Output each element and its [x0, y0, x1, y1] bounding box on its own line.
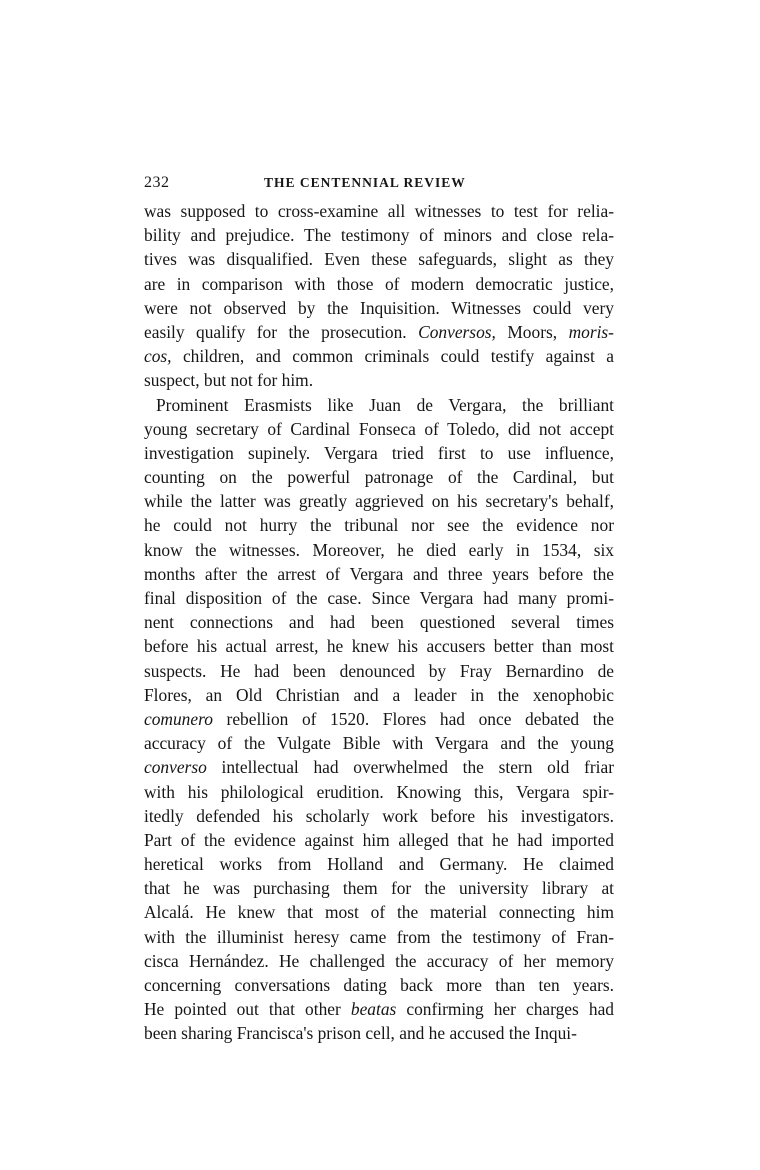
- text-line: [144, 441, 614, 465]
- text-run: are in comparison with those of modern democratic justice,: [144, 273, 614, 294]
- paragraph: [144, 199, 614, 393]
- text-line: [144, 199, 614, 223]
- text-line: [144, 659, 614, 683]
- text-line: [144, 320, 614, 344]
- text-line: [144, 465, 614, 489]
- text-line: [144, 634, 614, 658]
- text-line: [144, 272, 614, 296]
- text-line: [144, 1021, 614, 1045]
- text-run: Flores, an Old Christian and a leader in the xenophobic: [144, 684, 614, 705]
- text-run: know the witnesses. Moreover, he died early in 1534, six: [144, 539, 614, 560]
- text-line: [144, 852, 614, 876]
- text-run: Alcalá. He knew that most of the material connecting him: [144, 902, 614, 923]
- text-run: intellectual had overwhelmed the stern old friar: [206, 757, 614, 778]
- text-line: [144, 393, 614, 417]
- text-run: he could not hurry the tribunal nor see the evidence nor: [144, 515, 614, 536]
- text-run: were not observed by the Inquisition. Witnesses could very: [144, 297, 614, 318]
- text-line: [144, 247, 614, 271]
- italic-text: moris-: [568, 321, 614, 342]
- text-line: [144, 997, 614, 1021]
- italic-text: comunero: [144, 708, 213, 729]
- italic-text: converso: [144, 757, 207, 778]
- text-run: bility and prejudice. The testimony of minors and close rela-: [144, 225, 614, 246]
- text-run: counting on the powerful patronage of the Cardinal, but: [144, 467, 614, 488]
- text-line: [144, 925, 614, 949]
- text-line: [144, 296, 614, 320]
- text-run: been sharing Francisca's prison cell, and he accused the Inqui-: [144, 1023, 577, 1044]
- text-run: suspect, but not for him.: [144, 370, 314, 391]
- text-run: tives was disqualified. Even these safeguards, slight as they: [144, 249, 614, 270]
- text-run: concerning conversations dating back more than ten years.: [144, 975, 614, 995]
- text-line: [144, 223, 614, 247]
- text-line: [144, 586, 614, 610]
- text-run: cisca Hernández. He challenged the accuracy of her memory: [144, 950, 614, 971]
- text-run: with his philological erudition. Knowing this, Vergara spir-: [144, 781, 614, 802]
- text-line: [144, 804, 614, 828]
- text-line: [144, 417, 614, 441]
- body-text: [144, 199, 614, 1046]
- text-line: [144, 707, 614, 731]
- text-run: with the illuminist heresy came from the testimony of Fran-: [144, 926, 614, 947]
- text-run: young secretary of Cardinal Fonseca of Toledo, did not accept: [144, 418, 614, 439]
- text-line: [144, 562, 614, 586]
- text-line: [144, 973, 614, 997]
- text-run: before his actual arrest, he knew his accusers better than most: [144, 636, 614, 657]
- text-run: suspects. He had been denounced by Fray Bernardino de: [144, 660, 614, 681]
- text-line: [144, 949, 614, 973]
- text-run: easily qualify for the prosecution.: [144, 321, 419, 342]
- text-run: rebellion of 1520. Flores had once debated the: [212, 708, 614, 729]
- text-line: [144, 610, 614, 634]
- running-head: THE CENTENNIAL REVIEW: [264, 175, 466, 190]
- page-number: 232: [144, 174, 170, 191]
- text-run: nent connections and had been questioned several times: [144, 612, 614, 633]
- text-run: months after the arrest of Vergara and three years before the: [144, 563, 614, 584]
- text-run: itedly defended his scholarly work before his investigators.: [144, 805, 614, 826]
- text-line: [144, 368, 614, 392]
- text-run: heretical works from Holland and Germany. He claimed: [144, 854, 614, 875]
- text-line: [144, 683, 614, 707]
- italic-text: cos,: [144, 346, 172, 367]
- text-line: [144, 344, 614, 368]
- text-line: [144, 513, 614, 537]
- text-line: [144, 900, 614, 924]
- paragraph: [144, 393, 614, 1046]
- text-line: [144, 731, 614, 755]
- text-line: [144, 780, 614, 804]
- text-line: [144, 538, 614, 562]
- text-run: final disposition of the case. Since Vergara had many promi-: [144, 588, 614, 608]
- text-run: Prominent Erasmists like Juan de Vergara, the brilliant: [156, 394, 614, 415]
- page-header: [144, 174, 612, 198]
- text-run: accuracy of the Vulgate Bible with Vergara and the young: [144, 733, 614, 754]
- text-line: [144, 876, 614, 900]
- text-line: [144, 489, 614, 513]
- text-run: confirming her charges had: [396, 999, 614, 1020]
- text-run: investigation supinely. Vergara tried first to use influence,: [144, 442, 614, 463]
- text-run: children, and common criminals could testify against a: [171, 346, 614, 367]
- text-run: He pointed out that other: [144, 999, 351, 1020]
- italic-text: Conversos,: [418, 321, 496, 342]
- text-run: while the latter was greatly aggrieved on his secretary's behalf,: [144, 491, 614, 512]
- text-run: was supposed to cross-examine all witnesses to test for relia-: [144, 201, 614, 221]
- text-line: [144, 755, 614, 779]
- text-run: Moors,: [495, 321, 569, 342]
- italic-text: beatas: [350, 999, 397, 1020]
- text-run: Part of the evidence against him alleged that he had imported: [144, 829, 614, 850]
- text-line: [144, 828, 614, 852]
- text-run: that he was purchasing them for the university library at: [144, 878, 614, 899]
